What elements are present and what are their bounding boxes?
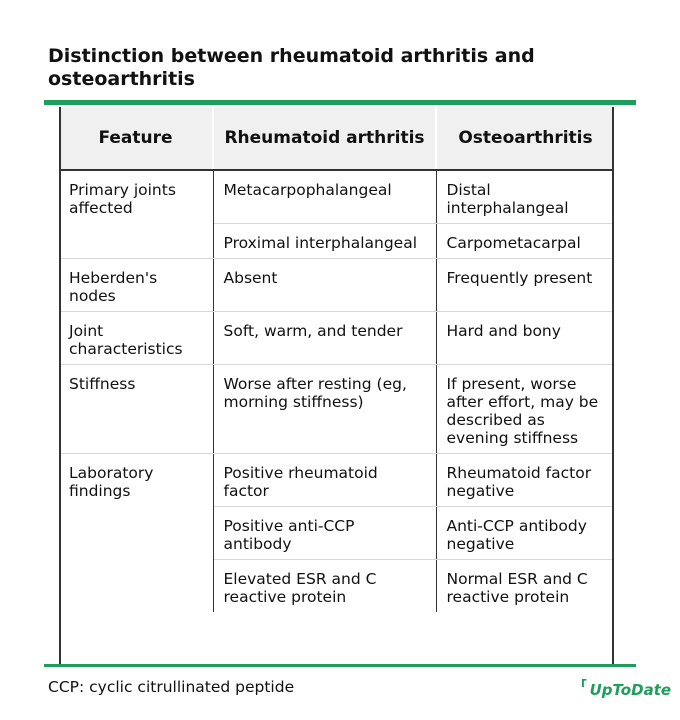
rheumatoid-cell: Positive rheumatoid factor bbox=[213, 454, 436, 507]
osteoarthritis-cell: Frequently present bbox=[436, 259, 614, 312]
uptodate-logo bbox=[580, 677, 672, 702]
rheumatoid-cell: Positive anti-CCP antibody bbox=[213, 507, 436, 560]
feature-cell: Joint characteristics bbox=[59, 312, 213, 365]
page-title: Distinction between rheumatoid arthritis and osteoarthritis bbox=[48, 45, 535, 90]
osteoarthritis-cell: Distal interphalangeal bbox=[436, 170, 614, 224]
title-divider bbox=[44, 100, 636, 105]
column-header-feature: Feature bbox=[59, 107, 213, 170]
logo-text: UpToDate bbox=[589, 681, 672, 699]
footer-divider bbox=[44, 664, 636, 667]
table-row bbox=[59, 312, 614, 365]
rheumatoid-cell: Soft, warm, and tender bbox=[213, 312, 436, 365]
table-row bbox=[59, 259, 614, 312]
table-row bbox=[59, 170, 614, 224]
osteoarthritis-cell: If present, worse after effort, may be described as evening stiffness bbox=[436, 365, 614, 454]
rheumatoid-cell: Metacarpophalangeal bbox=[213, 170, 436, 224]
osteoarthritis-cell: Carpometacarpal bbox=[436, 224, 614, 259]
feature-cell: Laboratory findings bbox=[59, 454, 213, 613]
rheumatoid-cell: Elevated ESR and C reactive protein bbox=[213, 560, 436, 613]
feature-cell: Heberden's nodes bbox=[59, 259, 213, 312]
rheumatoid-cell: Worse after resting (eg, morning stiffness) bbox=[213, 365, 436, 454]
osteoarthritis-cell: Hard and bony bbox=[436, 312, 614, 365]
osteoarthritis-cell: Normal ESR and C reactive protein bbox=[446, 570, 588, 606]
footnote: CCP: cyclic citrullinated peptide bbox=[48, 678, 295, 696]
column-header-osteoarthritis: Osteoarthritis bbox=[436, 107, 614, 170]
rheumatoid-cell: Proximal interphalangeal bbox=[213, 224, 436, 259]
rheumatoid-cell: Absent bbox=[213, 259, 436, 312]
logo-bracket-icon: ⸢ bbox=[580, 677, 589, 702]
osteoarthritis-cell: Anti-CCP antibody negative bbox=[436, 507, 614, 560]
table-row bbox=[59, 454, 614, 507]
table-row bbox=[59, 365, 614, 454]
feature-cell: Primary joints affected bbox=[59, 170, 213, 259]
comparison-table bbox=[59, 107, 614, 612]
column-header-rheumatoid-arthritis: Rheumatoid arthritis bbox=[213, 107, 436, 170]
table-header-row bbox=[59, 107, 614, 170]
feature-cell: Stiffness bbox=[59, 365, 213, 454]
osteoarthritis-cell: Rheumatoid factor negative bbox=[436, 454, 614, 507]
